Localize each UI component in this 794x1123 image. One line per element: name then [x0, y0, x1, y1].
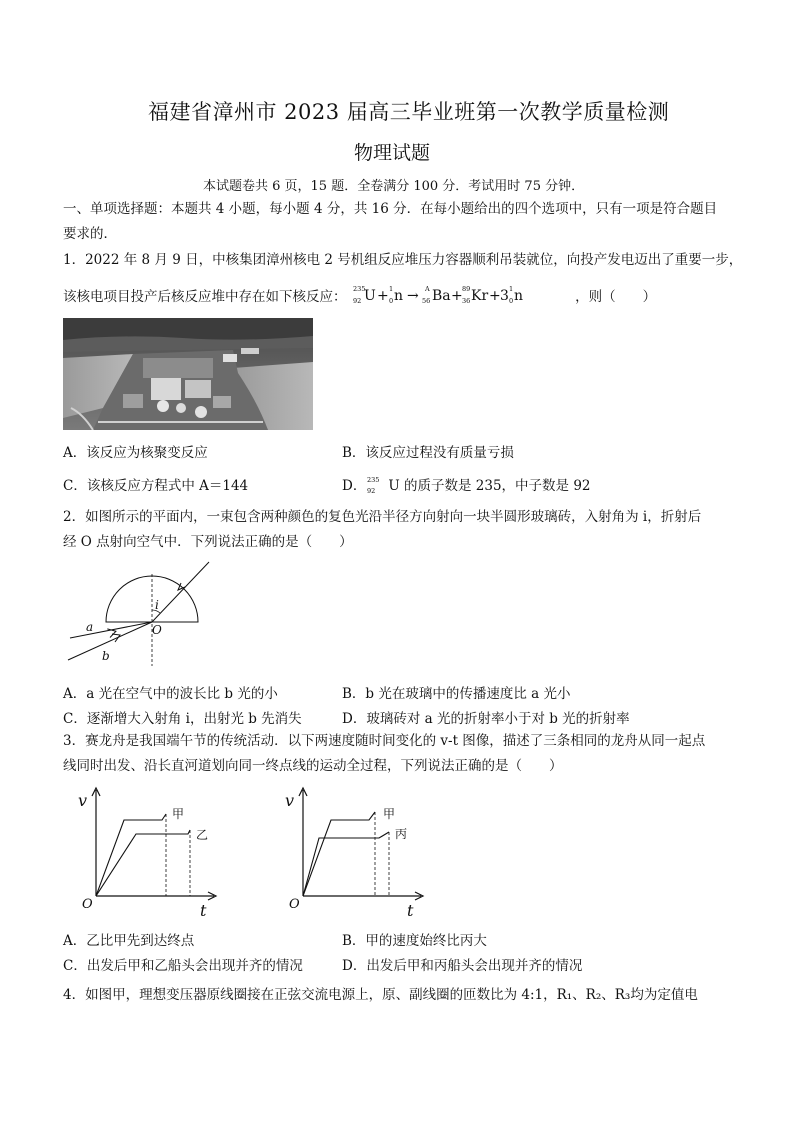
svg-text:0: 0: [388, 297, 393, 305]
q1-stem-prefix: 该核电项目投产后核反应堆中存在如下核反应：: [63, 289, 347, 305]
svg-text:n: n: [393, 288, 403, 304]
q2-option-d: D．玻璃砖对 a 光的折射率小于对 b 光的折射率: [342, 711, 630, 727]
curve-label-bing: 丙: [395, 827, 408, 841]
curve-jia: [96, 814, 166, 896]
svg-text:A: A: [424, 285, 430, 293]
q4-stem-line1: 4．如图甲，理想变压器原线圈接在正弦交流电源上，原、副线圈的匝数比为 4:1，R₁、R₂、R₃均为定值电: [63, 987, 698, 1003]
exam-title: 福建省漳州市 2023 届高三毕业班第一次教学质量检测: [148, 100, 670, 124]
q1-option-c: C．该核反应方程式中 A＝144: [63, 478, 249, 494]
q1-stem-suffix: ，则（ ）: [575, 289, 657, 305]
q1-option-d-label: D．: [342, 478, 367, 494]
exam-subtitle: 物理试题: [354, 142, 431, 164]
incident-ray: [152, 562, 209, 622]
svg-text:92: 92: [367, 487, 376, 495]
q2-stem-line1: 2．如图所示的平面内，一束包含两种颜色的复色光沿半径方向射向一块半圆形玻璃砖，入射角为 i，折射后: [63, 509, 702, 525]
q1-stem-line2: [63, 283, 656, 309]
curve-label-yi: 乙: [196, 828, 209, 842]
svg-text:56: 56: [421, 297, 431, 305]
q2-option-b: B．b 光在玻璃中的传播速度比 a 光小: [342, 686, 571, 702]
q3-option-c: C．出发后甲和乙船头会出现并齐的情况: [63, 958, 303, 974]
curve-label-jia: 甲: [172, 807, 185, 821]
axis-label-t: t: [200, 901, 207, 920]
svg-text:U: U: [363, 288, 376, 304]
svg-text:+: +: [488, 288, 501, 304]
svg-text:+: +: [376, 288, 389, 304]
label-b: b: [102, 649, 110, 663]
axis-label-t: t: [407, 901, 414, 920]
section-heading-line1: 一、单项选择题：本题共 4 小题，每小题 4 分，共 16 分．在每小题给出的四个选项中，只有一项是符合题目: [63, 201, 718, 217]
svg-text:235: 235: [367, 476, 380, 484]
vt-graph-1: [76, 784, 226, 920]
axis-label-v: v: [78, 791, 88, 810]
axis-label-v: v: [285, 791, 295, 810]
q3-option-b: B．甲的速度始终比丙大: [342, 933, 487, 949]
uranium-nuclide: [366, 475, 388, 495]
q1-stem-line1: 1．2022 年 8 月 9 日，中核集团漳州核电 2 号机组反应堆压力容器顺利吊装就位，向投产发电迈出了重要一步，: [63, 252, 743, 268]
glass-refraction-diagram: [64, 556, 214, 668]
svg-text:235: 235: [352, 285, 366, 293]
svg-text:92: 92: [352, 297, 362, 305]
label-a: a: [86, 620, 94, 634]
q1-option-b: B．该反应过程没有质量亏损: [342, 445, 514, 461]
vt-graph-2: [283, 784, 433, 920]
q2-option-c: C．逐渐增大入射角 i，出射光 b 先消失: [63, 711, 302, 727]
label-O: O: [152, 623, 162, 637]
q1-option-d: [342, 474, 591, 495]
svg-text:n: n: [513, 288, 523, 304]
curve-label-jia: 甲: [383, 807, 396, 821]
q1-option-a: A．该反应为核聚变反应: [63, 445, 208, 461]
origin-label: O: [289, 897, 300, 912]
q2-option-a: A．a 光在空气中的波长比 b 光的小: [63, 686, 278, 702]
svg-text:1: 1: [388, 285, 393, 293]
svg-text:0: 0: [508, 297, 513, 305]
svg-text:36: 36: [461, 297, 471, 305]
curve-bing: [303, 832, 389, 896]
section-heading-line2: 要求的．: [63, 226, 117, 242]
svg-text:+: +: [450, 288, 463, 304]
svg-text:3: 3: [499, 288, 509, 304]
nuclear-plant-photo: [63, 318, 313, 430]
svg-text:→: →: [406, 288, 419, 304]
svg-text:Ba: Ba: [431, 288, 451, 304]
curve-jia: [303, 812, 375, 896]
curve-yi: [96, 830, 190, 896]
ray-b: [68, 622, 152, 660]
svg-text:1: 1: [508, 285, 513, 293]
exam-intro: 本试题卷共 6 页，15 题．全卷满分 100 分．考试用时 75 分钟．: [203, 179, 585, 194]
label-i: i: [155, 598, 159, 612]
q3-option-a: A．乙比甲先到达终点: [63, 933, 195, 949]
svg-text:89: 89: [461, 285, 471, 293]
q2-stem-line2: 经 O 点射向空气中．下列说法正确的是（ ）: [63, 534, 353, 550]
q3-stem-line2: 线同时出发、沿长直河道划向同一终点线的运动全过程，下列说法正确的是（ ）: [63, 758, 563, 774]
origin-label: O: [82, 897, 93, 912]
q1-option-d-text: U 的质子数是 235，中子数是 92: [388, 478, 591, 494]
nuclear-equation: [351, 283, 571, 309]
q3-option-d: D．出发后甲和丙船头会出现并齐的情况: [342, 958, 583, 974]
q3-stem-line1: 3．赛龙舟是我国端午节的传统活动．以下两速度随时间变化的 v-t 图像，描述了三条相同的龙舟从同一起点: [63, 733, 706, 749]
svg-text:Kr: Kr: [470, 288, 488, 304]
